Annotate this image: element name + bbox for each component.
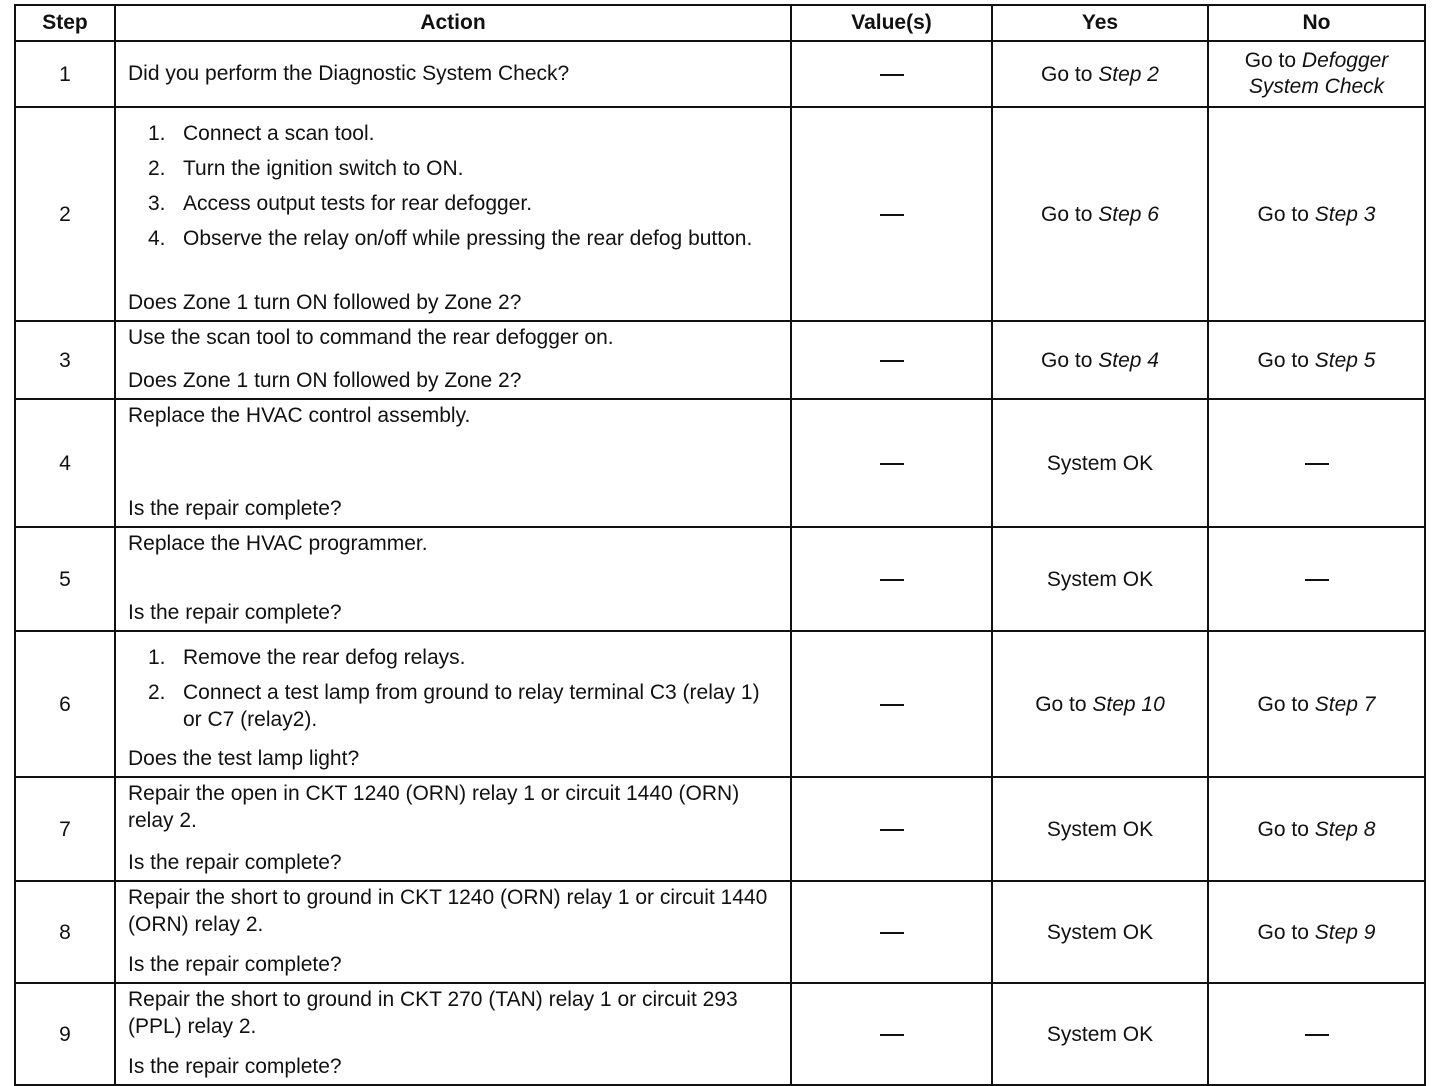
list-item: 4. Observe the relay on/off while pressing the rear defog button.	[148, 227, 753, 250]
step-number: 2	[15, 107, 115, 321]
action-cell	[115, 631, 791, 777]
table-row	[15, 881, 1425, 983]
action-question: Is the repair complete?	[128, 953, 342, 976]
step-number: 8	[15, 881, 115, 983]
value-cell	[791, 777, 992, 881]
action-text: Replace the HVAC programmer.	[128, 532, 428, 555]
step-number: 9	[15, 983, 115, 1085]
list-item: 1. Remove the rear defog relays.	[148, 646, 466, 669]
action-text: Use the scan tool to command the rear defogger on.	[128, 326, 614, 349]
no-cell	[1208, 399, 1425, 527]
table-row	[15, 631, 1425, 777]
list-item: 1. Connect a scan tool.	[148, 122, 375, 145]
dash-mark	[880, 829, 904, 831]
no-cell: Go to Step 3	[1208, 107, 1425, 321]
dash-mark	[880, 1034, 904, 1036]
value-cell	[791, 107, 992, 321]
list-item: 3. Access output tests for rear defogger.	[148, 192, 533, 215]
no-cell: Go to Step 5	[1208, 321, 1425, 399]
value-cell	[791, 399, 992, 527]
action-question: Is the repair complete?	[128, 601, 342, 624]
diagnostic-table	[14, 4, 1426, 1086]
step-number: 7	[15, 777, 115, 881]
dash-mark	[880, 360, 904, 362]
step-link: Step 2	[1098, 62, 1159, 86]
action-question: Does Zone 1 turn ON followed by Zone 2?	[128, 291, 522, 314]
dash-mark	[880, 463, 904, 465]
no-cell: Go to Step 8	[1208, 777, 1425, 881]
list-item: 2. Turn the ignition switch to ON.	[148, 157, 464, 180]
header-no: No	[1208, 5, 1425, 41]
action-question: Does the test lamp light?	[128, 747, 360, 770]
action-cell	[115, 527, 791, 631]
dash-mark	[880, 214, 904, 216]
action-cell	[115, 321, 791, 399]
step-link: Defogger System Check	[1248, 49, 1389, 98]
no-cell	[1208, 527, 1425, 631]
step-link: Step 9	[1314, 920, 1376, 944]
table-row	[15, 983, 1425, 1085]
step-link: Step 10	[1092, 692, 1165, 716]
action-cell	[115, 983, 791, 1085]
header-step: Step	[15, 5, 115, 41]
no-cell: Go to Step 7	[1208, 631, 1425, 777]
value-cell	[791, 41, 992, 107]
action-cell	[115, 777, 791, 881]
step-link: Step 4	[1098, 348, 1159, 372]
action-text: Repair the short to ground in CKT 1240 (ORN) relay 1 or circuit 1440 (ORN) relay 2.	[128, 886, 768, 936]
value-cell	[791, 983, 992, 1085]
dash-mark	[880, 704, 904, 706]
step-number: 6	[15, 631, 115, 777]
value-cell	[791, 881, 992, 983]
yes-cell: Go to Step 4	[992, 321, 1208, 399]
action-text: Repair the short to ground in CKT 270 (TAN) relay 1 or circuit 293 (PPL) relay 2.	[128, 988, 738, 1038]
table-row	[15, 777, 1425, 881]
step-number: 4	[15, 399, 115, 527]
dash-mark	[880, 932, 904, 934]
table-row	[15, 321, 1425, 399]
action-text: Repair the open in CKT 1240 (ORN) relay 1 or circuit 1440 (ORN) relay 2.	[128, 782, 740, 832]
no-cell: Go to Step 9	[1208, 881, 1425, 983]
table-row	[15, 107, 1425, 321]
procedure-list	[128, 644, 780, 733]
step-number: 1	[15, 41, 115, 107]
yes-cell: System OK	[992, 399, 1208, 527]
no-cell: Go to Defogger System Check	[1208, 41, 1425, 107]
step-link: Step 6	[1098, 202, 1159, 226]
yes-cell: Go to Step 2	[992, 41, 1208, 107]
yes-cell: System OK	[992, 527, 1208, 631]
dash-mark	[1305, 1034, 1329, 1036]
procedure-list	[128, 120, 780, 252]
header-values: Value(s)	[791, 5, 992, 41]
action-question: Is the repair complete?	[128, 1055, 342, 1078]
yes-cell: System OK	[992, 777, 1208, 881]
action-text: Did you perform the Diagnostic System Check?	[128, 61, 570, 85]
table-row	[15, 527, 1425, 631]
dash-mark	[1305, 579, 1329, 581]
header-row	[15, 5, 1425, 41]
action-cell	[115, 41, 791, 107]
action-cell	[115, 107, 791, 321]
yes-cell: System OK	[992, 881, 1208, 983]
step-number: 5	[15, 527, 115, 631]
value-cell	[791, 527, 992, 631]
header-action: Action	[115, 5, 791, 41]
yes-cell: Go to Step 6	[992, 107, 1208, 321]
step-link: Step 3	[1314, 202, 1376, 226]
list-item: 2. Connect a test lamp from ground to relay terminal C3 (relay 1) or C7 (relay2).	[148, 681, 760, 731]
value-cell	[791, 631, 992, 777]
action-question: Is the repair complete?	[128, 851, 342, 874]
step-link: Step 7	[1314, 692, 1376, 716]
header-yes: Yes	[992, 5, 1208, 41]
action-cell	[115, 399, 791, 527]
step-number: 3	[15, 321, 115, 399]
value-cell	[791, 321, 992, 399]
no-cell	[1208, 983, 1425, 1085]
action-cell	[115, 881, 791, 983]
yes-cell: Go to Step 10	[992, 631, 1208, 777]
dash-mark	[880, 579, 904, 581]
table-row	[15, 41, 1425, 107]
action-question: Does Zone 1 turn ON followed by Zone 2?	[128, 369, 522, 392]
dash-mark	[1305, 463, 1329, 465]
step-link: Step 5	[1314, 348, 1376, 372]
table-row	[15, 399, 1425, 527]
yes-cell: System OK	[992, 983, 1208, 1085]
dash-mark	[880, 74, 904, 76]
action-question: Is the repair complete?	[128, 497, 342, 520]
action-text: Replace the HVAC control assembly.	[128, 404, 471, 427]
step-link: Step 8	[1314, 817, 1376, 841]
